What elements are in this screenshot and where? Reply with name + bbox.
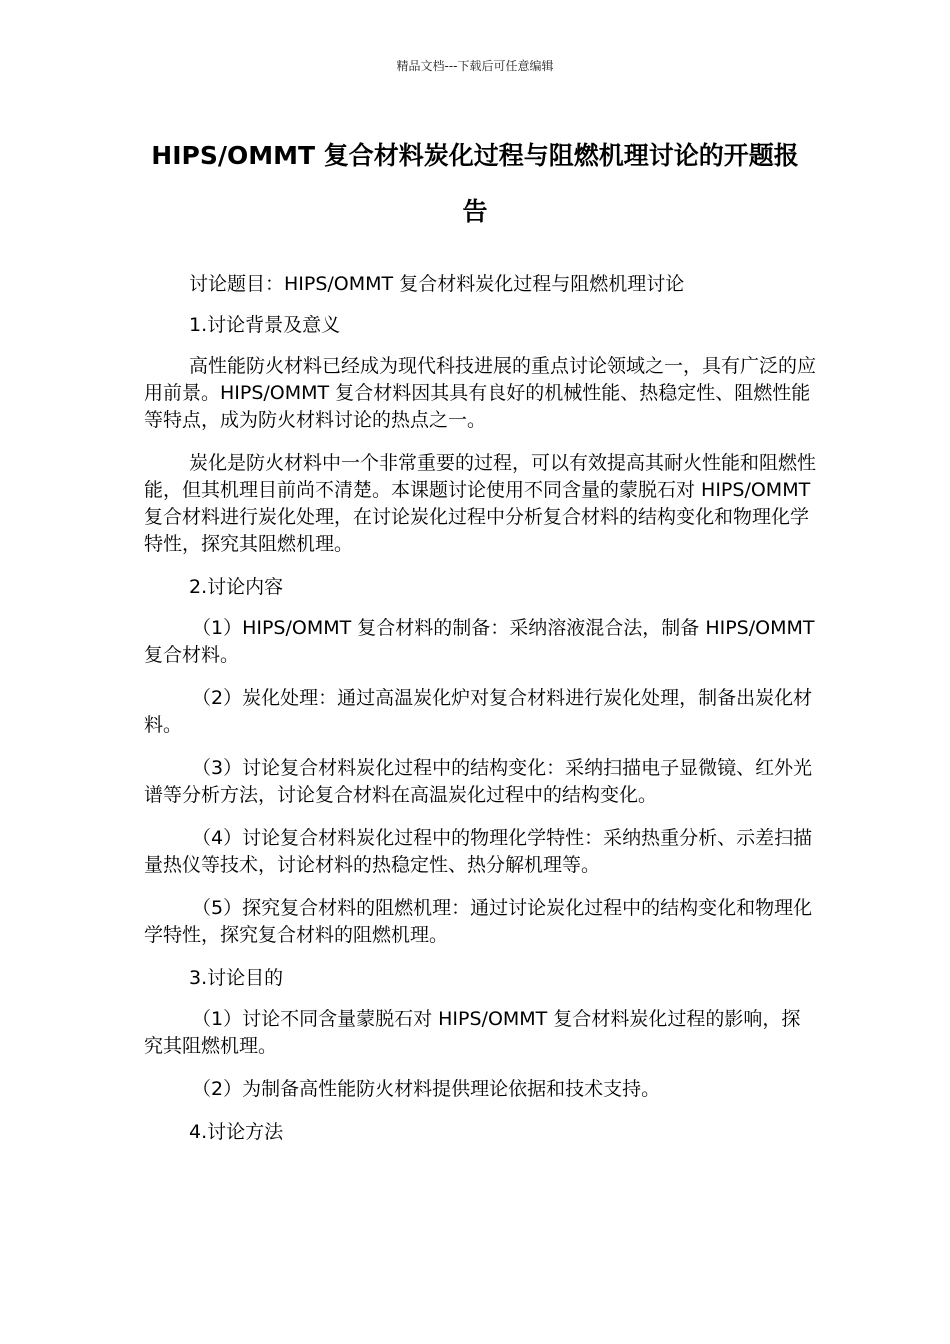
purpose-item-1: （1）讨论不同含量蒙脱石对 HIPS/OMMT 复合材料炭化过程的影响，探究其阻燃机理。 bbox=[144, 1008, 801, 1057]
section-heading-content: 2.讨论内容 bbox=[189, 576, 284, 598]
paragraph-background: 高性能防火材料已经成为现代科技进展的重点讨论领域之一，具有广泛的应用前景。HIPS/OMMT 复合材料因其具有良好的机械性能、热稳定性、阻燃性能等特点，成为防火材料讨论的热点之一。 bbox=[144, 355, 817, 431]
content-item-5: （5）探究复合材料的阻燃机理：通过讨论炭化过程中的结构变化和物理化学特性，探究复合材料的阻燃机理。 bbox=[144, 897, 813, 946]
content-item-2: （2）炭化处理：通过高温炭化炉对复合材料进行炭化处理，制备出炭化材料。 bbox=[144, 687, 813, 736]
section-heading-method: 4.讨论方法 bbox=[189, 1121, 284, 1143]
content-item-1: （1）HIPS/OMMT 复合材料的制备：采纳溶液混合法，制备 HIPS/OMMT 复合材料。 bbox=[144, 617, 815, 666]
research-topic: 讨论题目：HIPS/OMMT 复合材料炭化过程与阻燃机理讨论 bbox=[189, 273, 685, 295]
document-title: HIPS/OMMT 复合材料炭化过程与阻燃机理讨论的开题报告 bbox=[151, 141, 799, 226]
section-heading-background: 1.讨论背景及意义 bbox=[189, 314, 341, 336]
header-note: 精品文档---下载后可任意编辑 bbox=[396, 59, 554, 73]
content-item-3: （3）讨论复合材料炭化过程中的结构变化：采纳扫描电子显微镜、红外光谱等分析方法，讨论复合材料在高温炭化过程中的结构变化。 bbox=[144, 757, 813, 806]
document-body bbox=[144, 271, 816, 1160]
purpose-item-2: （2）为制备高性能防火材料提供理论依据和技术支持。 bbox=[192, 1078, 661, 1100]
content-item-4: （4）讨论复合材料炭化过程中的物理化学特性：采纳热重分析、示差扫描量热仪等技术，讨论材料的热稳定性、热分解机理等。 bbox=[144, 827, 813, 876]
paragraph-carbonization: 炭化是防火材料中一个非常重要的过程，可以有效提高其耐火性能和阻燃性能，但其机理目前尚不清楚。本课题讨论使用不同含量的蒙脱石对 HIPS/OMMT 复合材料进行炭化处理，在讨论炭化过程中分析复合材料的结构变化和物理化学特性，探究其阻燃机理。 bbox=[144, 452, 817, 555]
section-heading-purpose: 3.讨论目的 bbox=[189, 967, 284, 989]
